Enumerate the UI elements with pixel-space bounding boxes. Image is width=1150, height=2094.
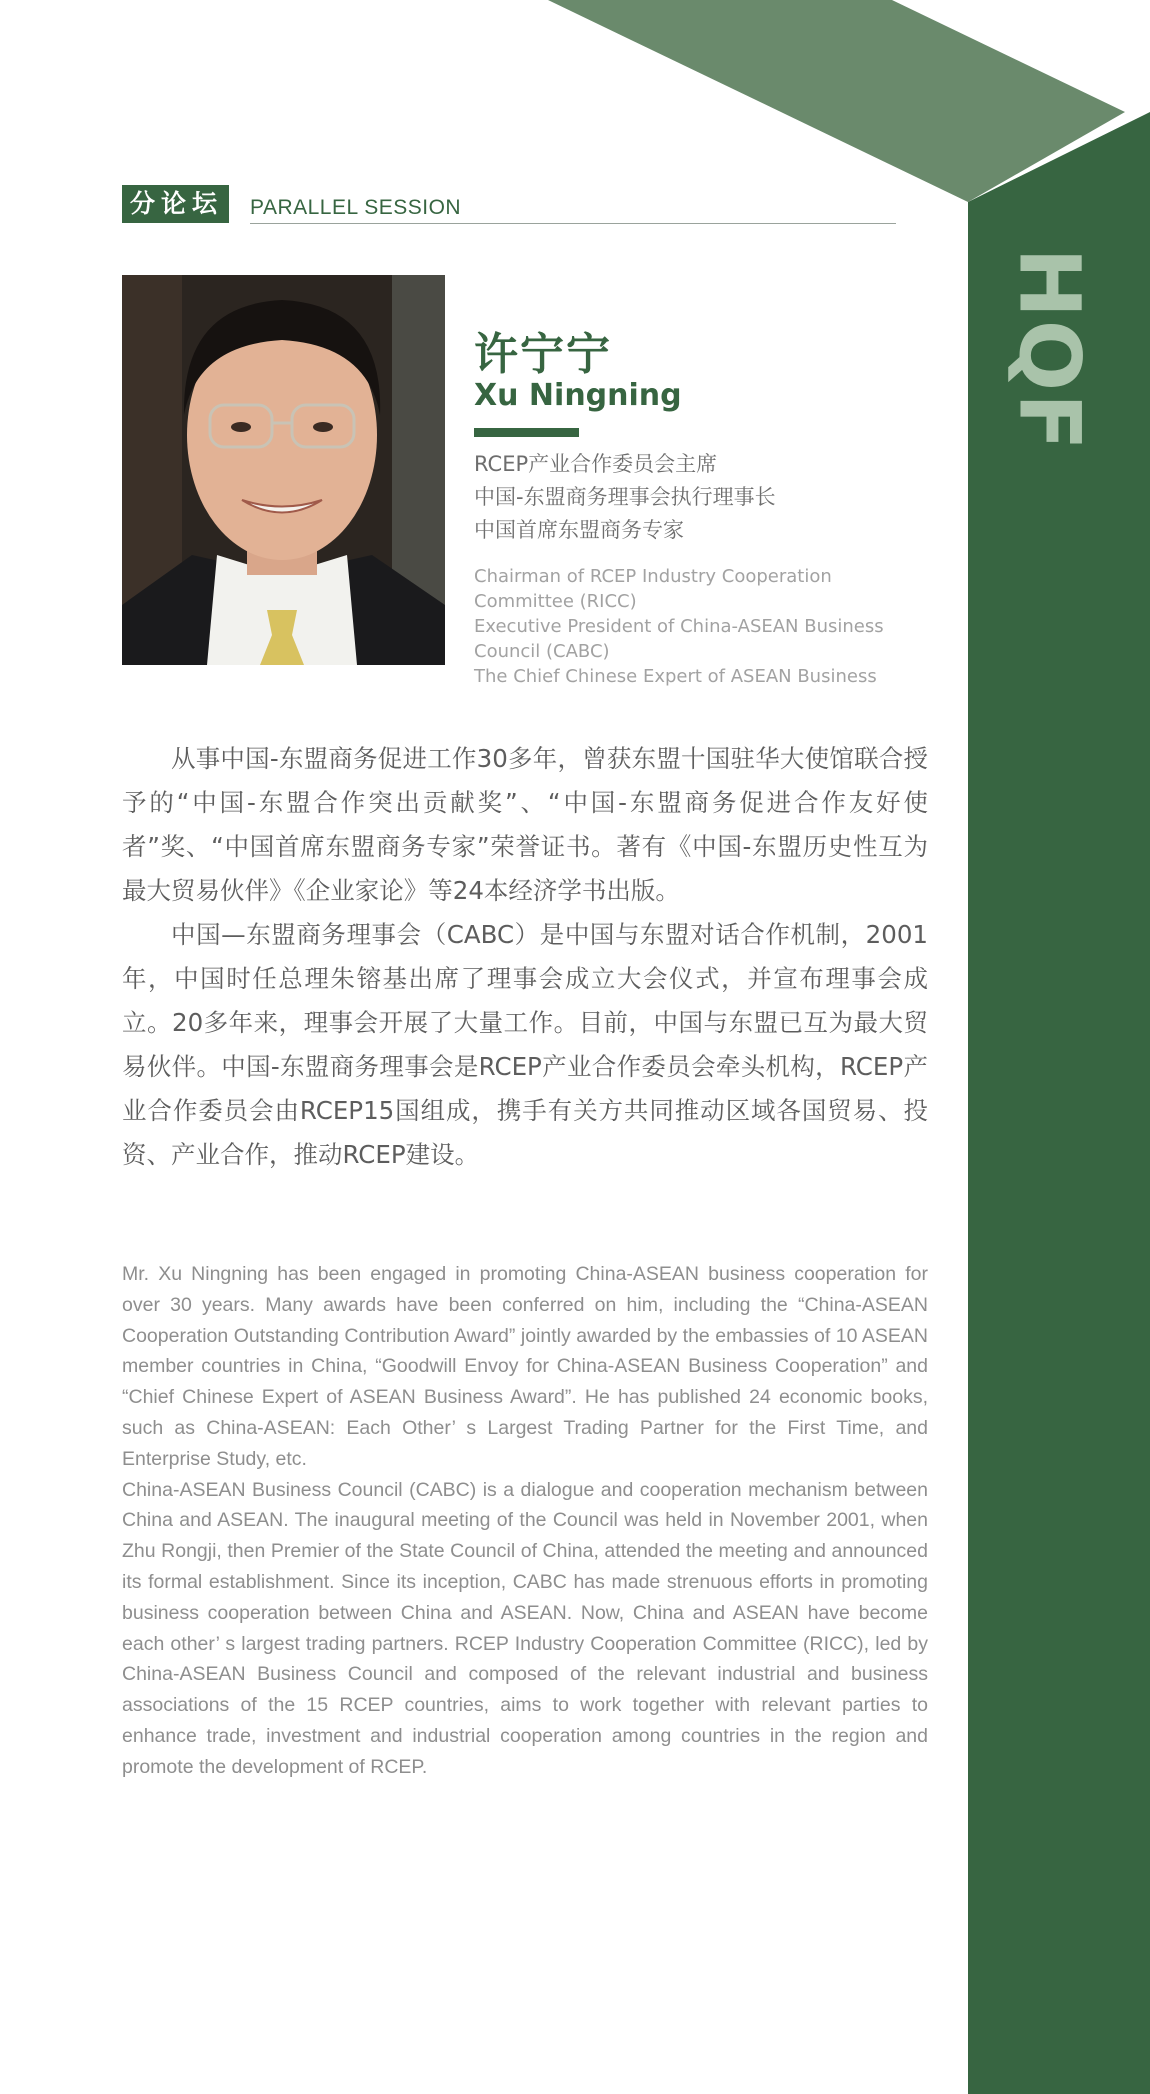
biography-en <box>122 1259 928 1783</box>
session-header <box>122 185 896 225</box>
bio-en-paragraph: China-ASEAN Business Council (CABC) is a dialogue and cooperation mechanism between China and ASEAN. The inaugural meeting of the Council was held in November 2001, when Zhu Rongji, then Premier of the State Council of China, attended the meeting and announced its formal establishment. Since its inception, CABC has made strenuous efforts in promoting business cooperation between China and ASEAN. Now, China and ASEAN have become each other’ s largest trading partners. RCEP Industry Cooperation Committee (RICC), led by China-ASEAN Business Council and composed of the relevant industrial and business associations of the 15 RCEP countries, aims to work together with relevant parties to enhance trade, investment and industrial cooperation among countries in the region and promote the development of RCEP. <box>122 1478 928 1778</box>
speaker-titles-cn <box>474 448 776 547</box>
biography-cn <box>122 737 928 1177</box>
hqf-logo <box>1001 240 1099 460</box>
session-tag-cn: 分论坛 <box>122 185 229 223</box>
bio-en-paragraph: Mr. Xu Ningning has been engaged in promoting China-ASEAN business cooperation for over 30 years. Many awards have been conferred on him, including the “China-ASEAN Cooperation Outstanding Contribution Award” jointly awarded by the embassies of 10 ASEAN member countries in China, “Goodwill Envoy for China-ASEAN Business Cooperation” and “Chief Chinese Expert of ASEAN Business Award”. He has published 24 economic books, such as China-ASEAN: Each Other’ s Largest Trading Partner for the First Time, and Enterprise Study, etc. <box>122 1263 928 1470</box>
title-en-line: The Chief Chinese Expert of ASEAN Business <box>474 666 877 687</box>
speaker-name-en: Xu Ningning <box>474 378 682 413</box>
session-tag-en: PARALLEL SESSION <box>250 196 462 219</box>
speaker-titles-en <box>474 564 934 689</box>
name-underline <box>474 428 579 437</box>
bio-cn-paragraph: 从事中国-东盟商务促进工作30多年，曾获东盟十国驻华大使馆联合授予的“中国-东盟合作突出贡献奖”、“中国-东盟商务促进合作友好使者”奖、“中国首席东盟商务专家”荣誉证书。著有《中国-东盟历史性互为最大贸易伙伴》《企业家论》等24本经济学书出版。 <box>122 744 928 905</box>
speaker-name-cn: 许宁宁 <box>474 329 612 380</box>
title-cn-line: 中国首席东盟商务专家 <box>474 518 684 542</box>
title-en-line: Chairman of RCEP Industry Cooperation Committee (RICC) <box>474 566 832 612</box>
bio-cn-paragraph: 中国—东盟商务理事会（CABC）是中国与东盟对话合作机制，2001年，中国时任总理朱镕基出席了理事会成立大会仪式，并宣布理事会成立。20多年来，理事会开展了大量工作。目前，中国与东盟已互为最大贸易伙伴。中国-东盟商务理事会是RCEP产业合作委员会牵头机构，RCEP产业合作委员会由RCEP15国组成，携手有关方共同推动区域各国贸易、投资、产业合作，推动RCEP建设。 <box>122 920 928 1169</box>
title-cn-line: RCEP产业合作委员会主席 <box>474 452 718 476</box>
title-en-line: Executive President of China-ASEAN Business Council (CABC) <box>474 616 884 662</box>
header-divider <box>250 223 896 224</box>
hqf-logo-text: HQF <box>1001 247 1099 453</box>
title-cn-line: 中国-东盟商务理事会执行理事长 <box>474 485 776 509</box>
speaker-portrait <box>122 275 445 665</box>
